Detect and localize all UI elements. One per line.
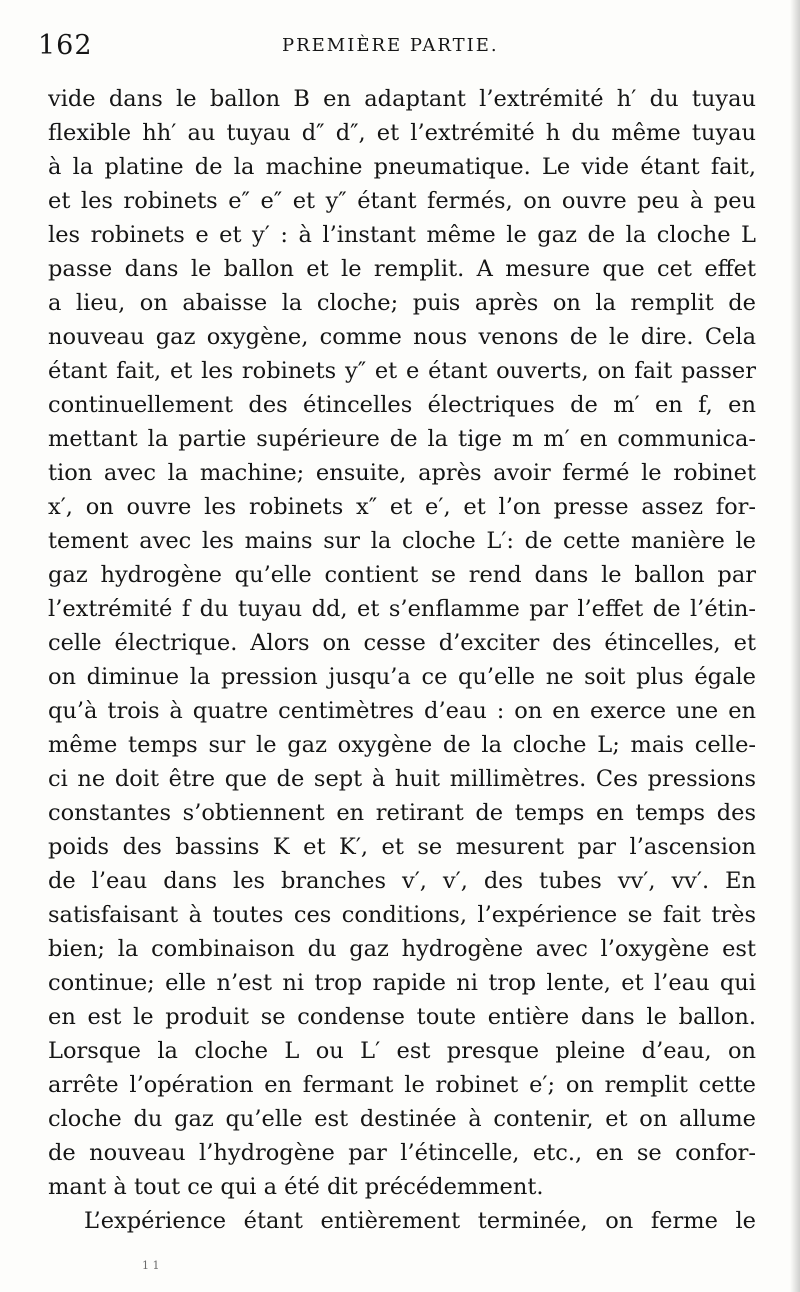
text-line: de l’eau dans les branches v′, v′, des tubes vv′, vv′. En — [48, 868, 756, 894]
text-line: L’expérience étant entièrement terminée, on ferme le — [84, 1208, 756, 1234]
text-line: mant à tout ce qui a été dit précédemment. — [48, 1174, 544, 1200]
text-line: à la platine de la machine pneumatique. Le vide étant fait, — [48, 154, 756, 180]
text-line: étant fait, et les robinets y″ et e étant ouverts, on fait passer — [48, 358, 756, 384]
text-line: tement avec les mains sur la cloche L′: de cette manière le — [48, 528, 756, 554]
text-line: satisfaisant à toutes ces conditions, l’expérience se fait très — [48, 902, 756, 928]
text-line: nouveau gaz oxygène, comme nous venons de le dire. Cela — [48, 324, 756, 350]
text-line: continue; elle n’est ni trop rapide ni trop lente, et l’eau qui — [48, 970, 756, 996]
page-number: 162 — [38, 30, 93, 61]
text-line: ci ne doit être que de sept à huit millimètres. Ces pressions — [48, 766, 756, 792]
text-line: arrête l’opération en fermant le robinet e′; on remplit cette — [48, 1072, 756, 1098]
body-text — [48, 82, 756, 1238]
text-line: x′, on ouvre les robinets x″ et e′, et l’on presse assez for- — [48, 494, 756, 520]
text-line: celle électrique. Alors on cesse d’exciter des étincelles, et — [48, 630, 756, 656]
text-line: on diminue la pression jusqu’a ce qu’elle ne soit plus égale — [48, 664, 756, 690]
text-line: poids des bassins K et K′, et se mesurent par l’ascension — [48, 834, 756, 860]
text-line: constantes s’obtiennent en retirant de temps en temps des — [48, 800, 756, 826]
text-line: passe dans le ballon et le remplit. A mesure que cet effet — [48, 256, 756, 282]
page-edge-shadow — [790, 0, 800, 1292]
text-line: mettant la partie supérieure de la tige m m′ en communica- — [48, 426, 756, 452]
text-line: de nouveau l’hydrogène par l’étincelle, etc., en se confor- — [48, 1140, 756, 1166]
text-line: même temps sur le gaz oxygène de la cloche L; mais celle- — [48, 732, 756, 758]
text-line: bien; la combinaison du gaz hydrogène avec l’oxygène est — [48, 936, 756, 962]
text-line: continuellement des étincelles électriques de m′ en f, en — [48, 392, 756, 418]
text-line: vide dans le ballon B en adaptant l’extrémité h′ du tuyau — [48, 86, 756, 112]
text-line: l’extrémité f du tuyau dd, et s’enflamme par l’effet de l’étin- — [48, 596, 756, 622]
text-line: a lieu, on abaisse la cloche; puis après on la remplit de — [48, 290, 756, 316]
text-line: gaz hydrogène qu’elle contient se rend dans le ballon par — [48, 562, 756, 588]
text-line: en est le produit se condense toute entière dans le ballon. — [48, 1004, 756, 1030]
text-line: cloche du gaz qu’elle est destinée à contenir, et on allume — [48, 1106, 756, 1132]
text-line: et les robinets e″ e″ et y″ étant fermés, on ouvre peu à peu — [48, 188, 756, 214]
signature-mark: 1 1 — [142, 1259, 160, 1272]
text-line: tion avec la machine; ensuite, après avoir fermé le robinet — [48, 460, 756, 486]
running-head: PREMIÈRE PARTIE. — [282, 35, 499, 56]
text-line: qu’à trois à quatre centimètres d’eau : on en exerce une en — [48, 698, 756, 724]
text-line: flexible hh′ au tuyau d″ d″, et l’extrémité h du même tuyau — [48, 120, 756, 146]
text-line: Lorsque la cloche L ou L′ est presque pleine d’eau, on — [48, 1038, 756, 1064]
text-line: les robinets e et y′ : à l’instant même le gaz de la cloche L — [48, 222, 756, 248]
